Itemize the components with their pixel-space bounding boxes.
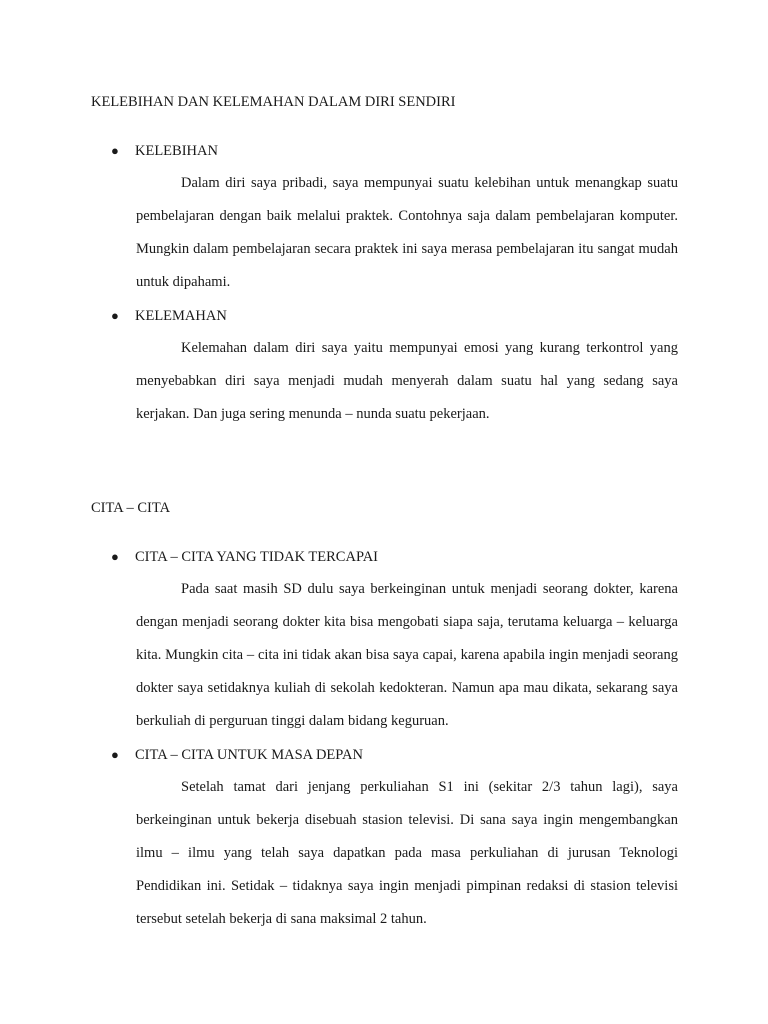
paragraph-kelemahan: Kelemahan dalam diri saya yaitu mempunyai emosi yang kurang terkontrol yang menyebabkan diri saya menjadi mudah menyerah dalam suatu hal yang sedang saya kerjakan. Dan juga sering menunda – nunda suatu pekerjaan.: [136, 340, 678, 422]
bullet-cita-masa-depan: [111, 745, 363, 765]
paragraph-kelebihan: Dalam diri saya pribadi, saya mempunyai suatu kelebihan untuk menangkap suatu pembelajaran dengan baik melalui praktek. Contohnya saja dalam pembelajaran komputer. Mungkin dalam pembelajaran secara praktek ini saya merasa pembelajaran itu sangat mudah untuk dipahami.: [136, 175, 678, 290]
paragraph-cita-masa-depan: Setelah tamat dari jenjang perkuliahan S1 ini (sekitar 2/3 tahun lagi), saya berkeinginan untuk bekerja disebuah stasion televisi. Di sana saya ingin mengembangkan ilmu – ilmu yang telah saya dapatkan pada masa perkuliahan di jurusan Teknologi Pendidikan ini. Setidak – tidaknya saya ingin menjadi pimpinan redaksi di stasion televisi tersebut setelah bekerja di sana maksimal 2 tahun.: [136, 779, 678, 927]
bullet-icon: ●: [111, 143, 119, 158]
bullet-kelebihan-label: KELEBIHAN: [135, 143, 218, 159]
document-title: KELEBIHAN DAN KELEMAHAN DALAM DIRI SENDIRI: [91, 94, 456, 110]
bullet-cita-tidak-tercapai-label: CITA – CITA YANG TIDAK TERCAPAI: [135, 549, 378, 565]
section-title-cita: CITA – CITA: [91, 500, 171, 516]
bullet-icon: ●: [111, 308, 119, 323]
bullet-kelemahan: [111, 306, 227, 326]
bullet-cita-masa-depan-label: CITA – CITA UNTUK MASA DEPAN: [135, 747, 363, 763]
bullet-icon: ●: [111, 747, 119, 762]
bullet-kelemahan-label: KELEMAHAN: [135, 308, 227, 324]
paragraph-cita-tidak-tercapai: Pada saat masih SD dulu saya berkeinginan untuk menjadi seorang dokter, karena dengan menjadi seorang dokter kita bisa mengobati siapa saja, terutama keluarga – keluarga kita. Mungkin cita – cita ini tidak akan bisa saya capai, karena apabila ingin menjadi seorang dokter saya setidaknya kuliah di sekolah kedokteran. Namun apa mau dikata, sekarang saya berkuliah di perguruan tinggi dalam bidang keguruan.: [136, 581, 678, 729]
bullet-icon: ●: [111, 549, 119, 564]
bullet-kelebihan: [111, 141, 218, 161]
bullet-cita-tidak-tercapai: [111, 547, 378, 567]
